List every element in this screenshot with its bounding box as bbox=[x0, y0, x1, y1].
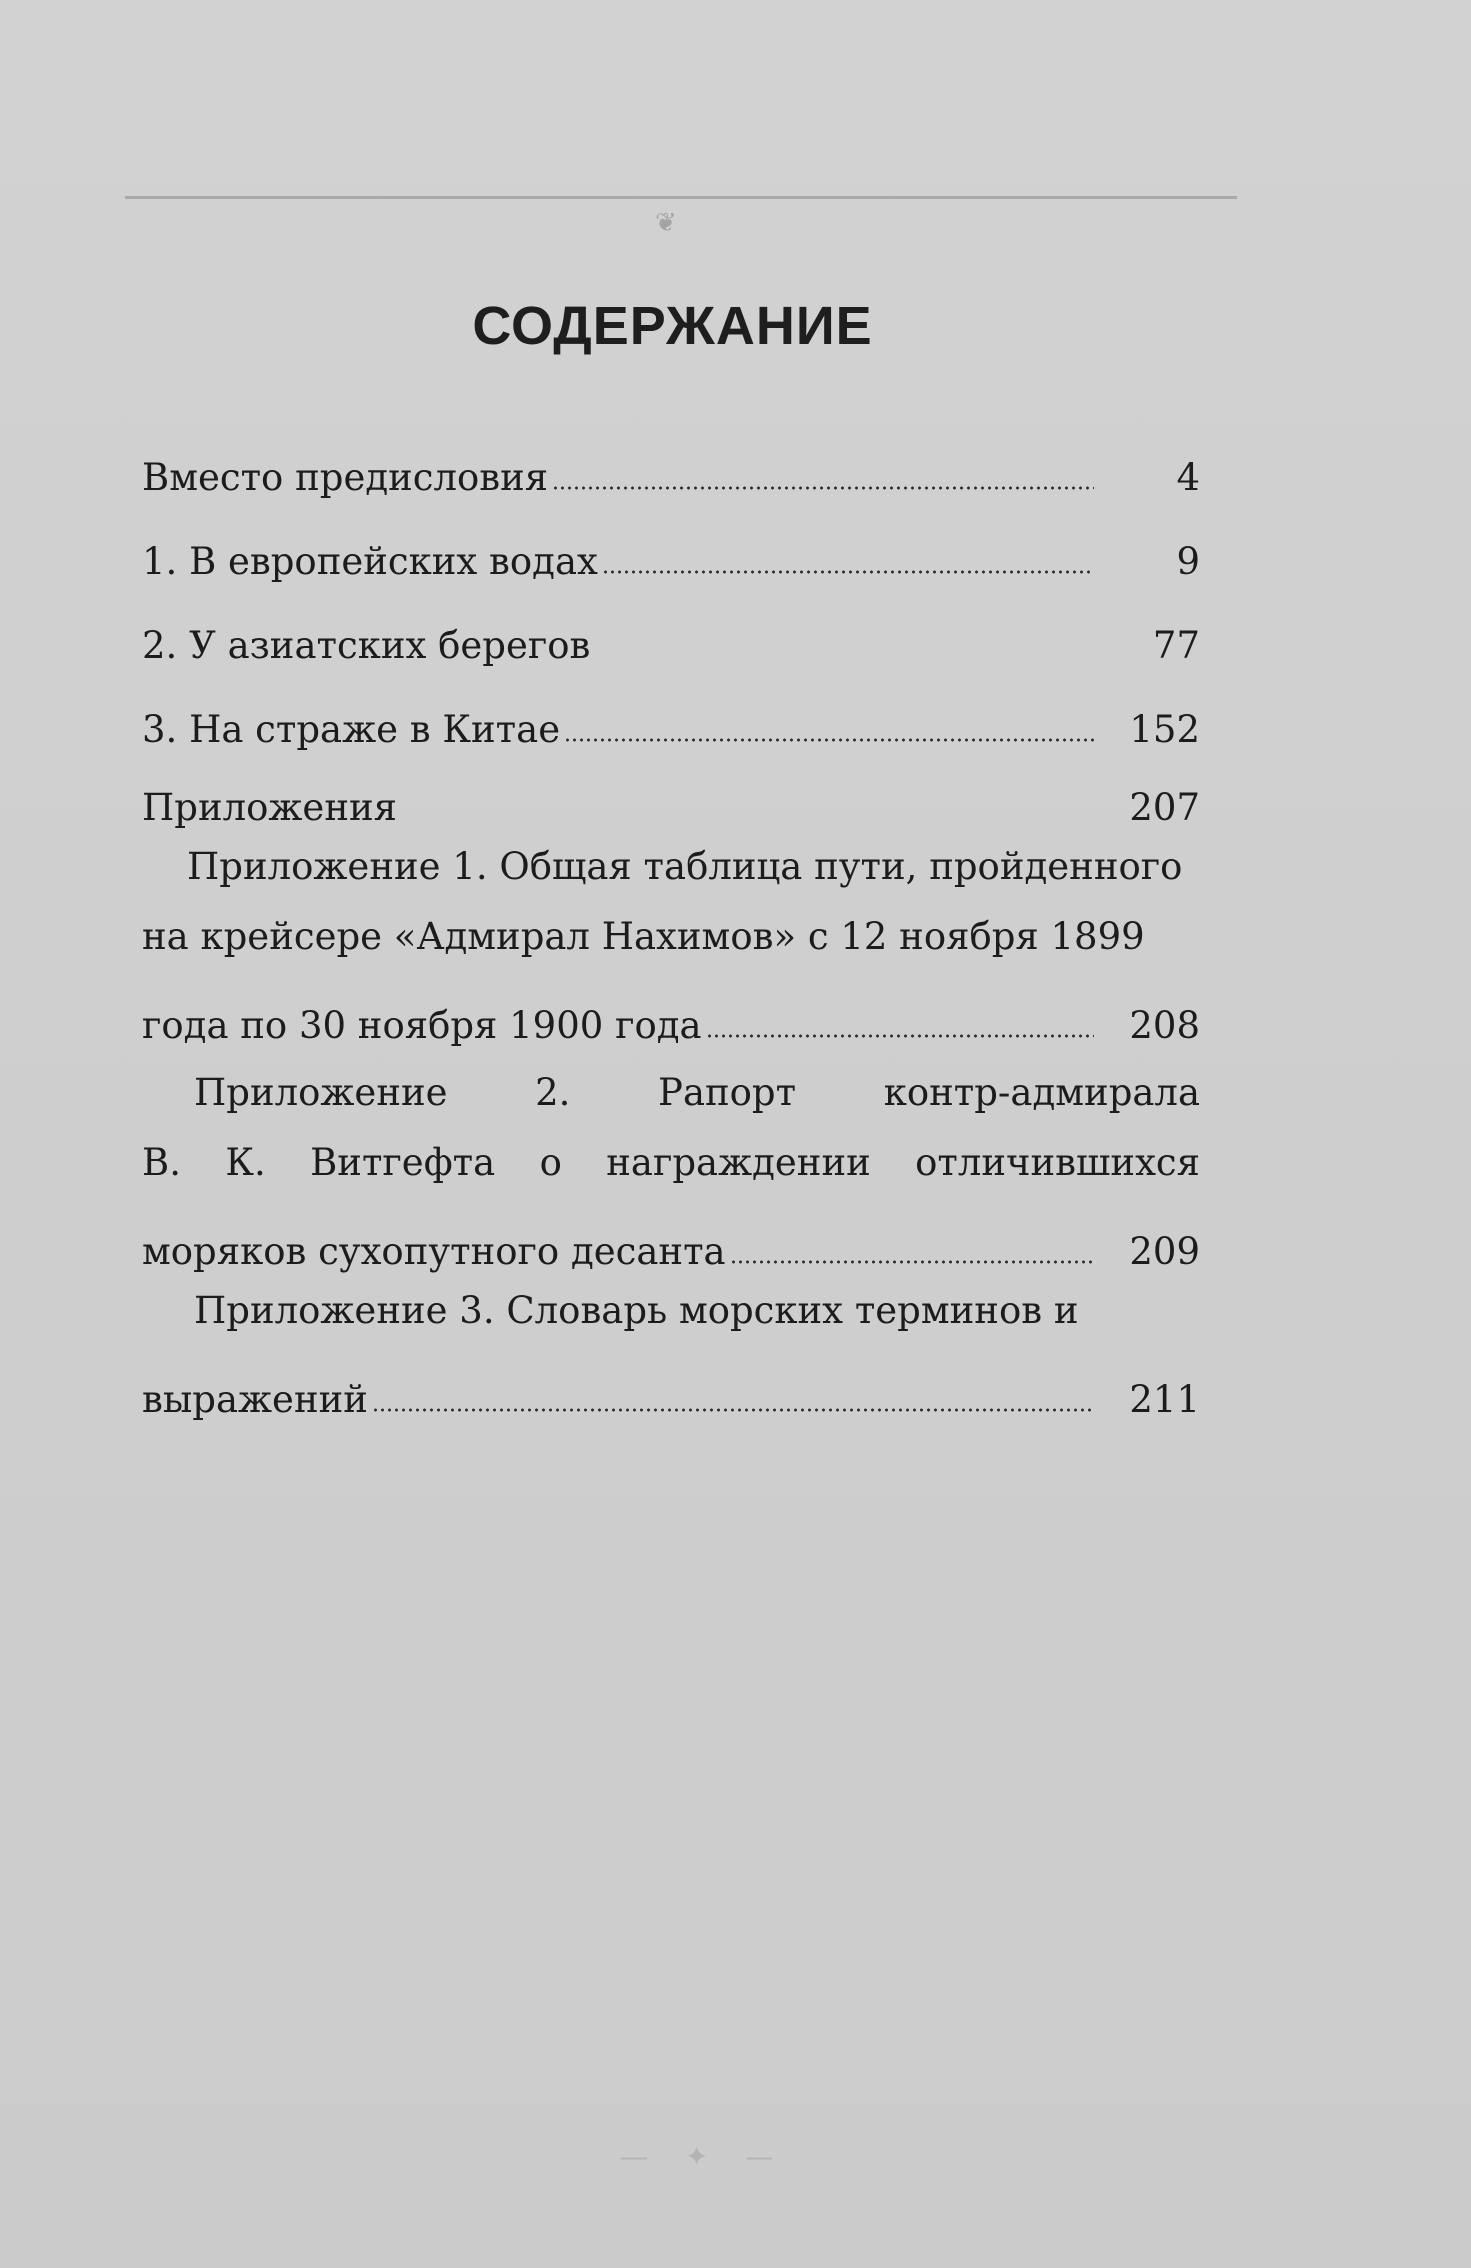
dot-leader bbox=[564, 738, 1094, 742]
toc-entry-label: 1. В европейских водах bbox=[142, 540, 598, 583]
toc-entry bbox=[142, 440, 1200, 499]
dot-leader bbox=[602, 570, 1094, 574]
toc-entry-line: Приложение 3. Словарь морских терминов и bbox=[194, 1289, 1079, 1332]
toc-entry-line: Приложение 2. Рапорт контр-адмирала bbox=[194, 1071, 1200, 1114]
header-rule bbox=[125, 196, 1237, 199]
toc-title: СОДЕРЖАНИЕ bbox=[472, 296, 873, 356]
toc-entry-label: Вместо предисловия bbox=[142, 456, 549, 499]
dot-leader bbox=[372, 1408, 1094, 1412]
toc-entry-line: В. К. Витгефта о награждении отличившихся bbox=[142, 1141, 1200, 1184]
header-ornament-icon: ❦ bbox=[655, 208, 677, 238]
toc-entry bbox=[142, 692, 1200, 751]
dot-leader bbox=[730, 1260, 1094, 1264]
dot-leader bbox=[706, 1034, 1094, 1038]
toc-entry-page: 4 bbox=[1176, 456, 1200, 499]
footer-ornament-icon: — ✦ — bbox=[620, 2140, 788, 2173]
toc-entry-label: моряков сухопутного десанта bbox=[142, 1230, 726, 1273]
toc-entry-page: 209 bbox=[1129, 1230, 1200, 1273]
toc-entry-page: 152 bbox=[1129, 708, 1200, 751]
toc-entry bbox=[142, 1214, 1200, 1273]
toc-entry-label: выражений bbox=[142, 1378, 368, 1421]
toc-entry-page: 211 bbox=[1129, 1378, 1200, 1421]
toc-entry-label: Приложения bbox=[142, 786, 397, 829]
toc-entry-line: на крейсере «Адмирал Нахимов» с 12 ноября 1899 bbox=[142, 915, 1145, 958]
toc-entry bbox=[142, 524, 1200, 583]
toc-entry bbox=[142, 1362, 1200, 1421]
toc-entry-line: Приложение 1. Общая таблица пути, пройденного bbox=[187, 845, 1183, 888]
toc-entry bbox=[142, 988, 1200, 1047]
toc-entry bbox=[142, 770, 1200, 829]
toc-entry-page: 207 bbox=[1129, 786, 1200, 829]
toc-entry-page: 9 bbox=[1176, 540, 1200, 583]
dot-leader bbox=[552, 486, 1094, 490]
toc-entry-page: 77 bbox=[1152, 624, 1200, 667]
toc-entry-page: 208 bbox=[1129, 1004, 1200, 1047]
toc-entry-label: 3. На страже в Китае bbox=[142, 708, 561, 751]
toc-entry-label: года по 30 ноября 1900 года bbox=[142, 1004, 702, 1047]
toc-entry-label: 2. У азиатских берегов bbox=[142, 624, 591, 667]
toc-entry bbox=[142, 608, 1200, 667]
